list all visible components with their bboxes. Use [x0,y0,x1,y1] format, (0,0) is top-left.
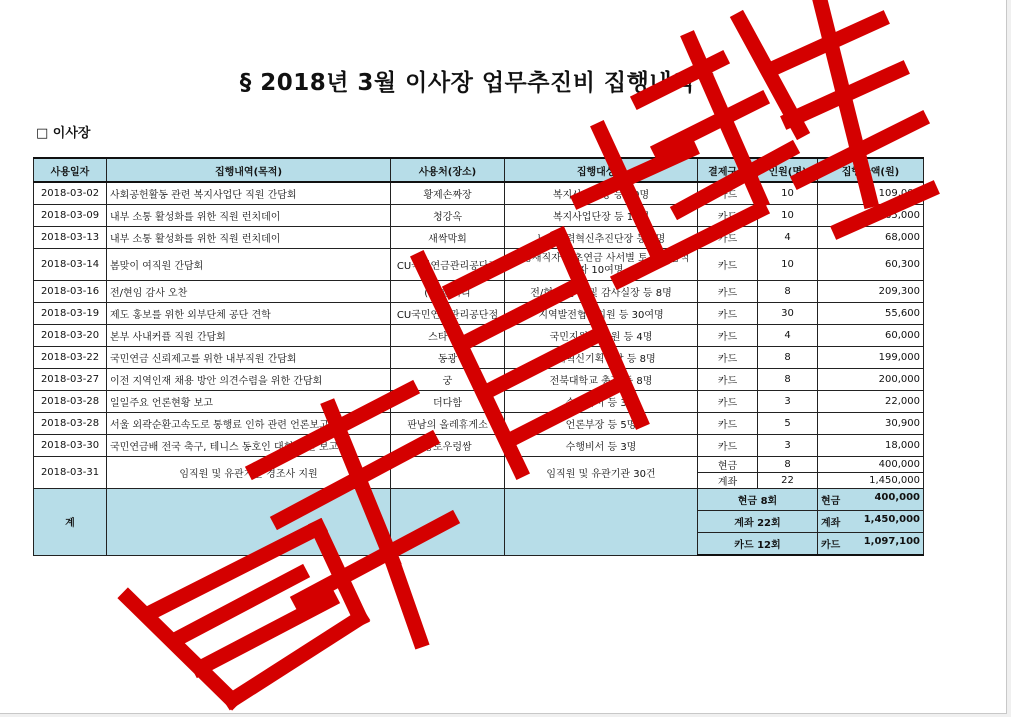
table-header-row [34,158,924,182]
cell-count: 3 [758,391,818,413]
cell-purpose: 본부 사내커플 직원 간담회 [107,325,391,347]
cell-place: 황토우렁쌈 [391,435,505,457]
cell-target: 국민지원실 직원 등 4명 [505,325,698,347]
table-row [34,435,924,457]
column-header: 집행금액(원) [818,158,924,182]
cell-target: 전북대학교 총장 등 8명 [505,369,698,391]
cell-date: 2018-03-27 [34,369,107,391]
expense-table [33,157,924,556]
cell-method: 카드 [698,281,758,303]
column-header: 인원(명) [758,158,818,182]
table-row [34,347,924,369]
cell-place: 궁 [391,369,505,391]
cell-amount: 30,900 [818,413,924,435]
cell-method: 카드 [698,325,758,347]
cell-amount: 68,000 [818,227,924,249]
column-header: 결제구분 [698,158,758,182]
cell-target: 복지사업단장 등 10명 [505,182,698,205]
cell-place: 청강옥 [391,205,505,227]
cell-date: 2018-03-19 [34,303,107,325]
cell-amount: 55,600 [818,303,924,325]
cell-count: 10 [758,205,818,227]
cell-date: 2018-03-28 [34,413,107,435]
cell-target: 노사협력혁신추진단장 등 4명 [505,227,698,249]
cell-target: 여성재직자 기초연금 사서별 토론회 참석자 10여명 [505,249,698,281]
total-amount-value: 400,000 [874,492,920,503]
cell-place: CU국민연금관리공단점 [391,303,505,325]
cell-date: 2018-03-30 [34,435,107,457]
total-amount-value: 1,097,100 [863,536,920,547]
cell-amount: 109,000 [818,182,924,205]
cell-purpose: 이전 지역인재 채용 방안 의견수렴을 위한 간담회 [107,369,391,391]
cell-count: 5 [758,413,818,435]
section-label: □ 이사장 [36,126,91,141]
total-amount-value: 1,450,000 [863,514,920,525]
cell-count: 8 [758,347,818,369]
column-header: 집행대상자 [505,158,698,182]
cell-amount: 60,000 [818,325,924,347]
cell-place: 판남의 올레휴게소 [391,413,505,435]
cell-amount: 199,000 [818,347,924,369]
cell-purpose: 임직원 및 유관기관 경조사 지원 [107,457,391,489]
cell-date: 2018-03-16 [34,281,107,303]
cell-date: 2018-03-13 [34,227,107,249]
cell-purpose: 국민연금 신뢰제고를 위한 내부직원 간담회 [107,347,391,369]
cell-method: 카드 [698,303,758,325]
total-amount-label: 현금 [821,496,841,507]
cell-count: 8 [758,281,818,303]
cell-amount: 65,000 [818,205,924,227]
cell-method: 카드 [698,435,758,457]
cell-place: 새싹막회 [391,227,505,249]
cell-date: 2018-03-14 [34,249,107,281]
column-header: 사용일자 [34,158,107,182]
table-row [34,325,924,347]
column-header: 사용처(장소) [391,158,505,182]
cell-target: 수행비서 등 3명 [505,435,698,457]
cell-place [391,457,505,489]
table-row [34,281,924,303]
cell-count: 4 [758,325,818,347]
cell-place: CU국민연금관리공단점 [391,249,505,281]
table-row [34,249,924,281]
table-row [34,227,924,249]
cell-purpose: 제도 홍보를 위한 외부단체 공단 견학 [107,303,391,325]
total-amount-label: 카드 [821,540,841,551]
table-row [34,457,924,473]
cell-target: 전/현임 감사 및 감사실장 등 8명 [505,281,698,303]
page-title: § 2018년 3월 이사장 업무추진비 집행내역 § [239,70,716,96]
cell-place: 동광 [391,347,505,369]
cell-target: 언론부장 등 5명 [505,413,698,435]
total-amount [818,489,924,511]
cell-date: 2018-03-20 [34,325,107,347]
cell-purpose: 내부 소통 활성화를 위한 직원 런치데이 [107,205,391,227]
cell-date: 2018-03-02 [34,182,107,205]
cell-count: 30 [758,303,818,325]
cell-method: 카드 [698,227,758,249]
cell-count: 8 [758,457,818,473]
total-row [34,489,924,511]
cell-count: 22 [758,473,818,489]
total-empty [107,489,391,556]
cell-date: 2018-03-31 [34,457,107,489]
cell-purpose: 일일주요 언론현황 보고 [107,391,391,413]
cell-method: 카드 [698,369,758,391]
cell-amount: 200,000 [818,369,924,391]
cell-method: 현금 [698,457,758,473]
table-row [34,413,924,435]
cell-date: 2018-03-28 [34,391,107,413]
cell-date: 2018-03-22 [34,347,107,369]
cell-count: 4 [758,227,818,249]
cell-method: 계좌 [698,473,758,489]
cell-target: 미래혁신기획단장 등 8명 [505,347,698,369]
cell-amount: 1,450,000 [818,473,924,489]
cell-purpose: 국민연금배 전국 축구, 테니스 동호인 대회 관련 보고 [107,435,391,457]
cell-place: 황제손짜장 [391,182,505,205]
table-row [34,391,924,413]
table-row [34,182,924,205]
cell-target: 지역발전협의회원 등 30여명 [505,303,698,325]
cell-method: 카드 [698,347,758,369]
cell-count: 10 [758,182,818,205]
cell-amount: 60,300 [818,249,924,281]
cell-target: 임직원 및 유관기관 30건 [505,457,698,489]
cell-method: 카드 [698,391,758,413]
cell-amount: 22,000 [818,391,924,413]
total-amount-label: 계좌 [821,518,841,529]
cell-method: 카드 [698,249,758,281]
cell-purpose: 봄맞이 여직원 간담회 [107,249,391,281]
total-method: 현금 8회 [698,489,818,511]
table-row [34,205,924,227]
cell-place: 더다함 [391,391,505,413]
total-method: 계좌 22회 [698,511,818,533]
column-header: 집행내역(목적) [107,158,391,182]
cell-method: 카드 [698,182,758,205]
cell-method: 카드 [698,205,758,227]
cell-count: 8 [758,369,818,391]
table-row [34,369,924,391]
cell-purpose: 내부 소통 활성화를 위한 직원 런치데이 [107,227,391,249]
cell-count: 10 [758,249,818,281]
cell-place: 스타벅스 [391,325,505,347]
cell-target: 수행비서 등 3명 [505,391,698,413]
total-amount [818,533,924,556]
cell-amount: 18,000 [818,435,924,457]
cell-purpose: 서울 외곽순환고속도로 통행료 인하 관련 언론보고 [107,413,391,435]
total-method: 카드 12회 [698,533,818,556]
cell-method: 카드 [698,413,758,435]
cell-count: 3 [758,435,818,457]
total-empty [391,489,505,556]
cell-date: 2018-03-09 [34,205,107,227]
cell-place: (주)한미리 [391,281,505,303]
cell-amount: 209,300 [818,281,924,303]
cell-purpose: 사회공헌활동 관련 복지사업단 직원 간담회 [107,182,391,205]
total-empty [505,489,698,556]
cell-target: 복지사업단장 등 10명 [505,205,698,227]
total-label: 계 [34,489,107,556]
cell-amount: 400,000 [818,457,924,473]
table-row [34,303,924,325]
cell-purpose: 전/현임 감사 오찬 [107,281,391,303]
total-amount [818,511,924,533]
